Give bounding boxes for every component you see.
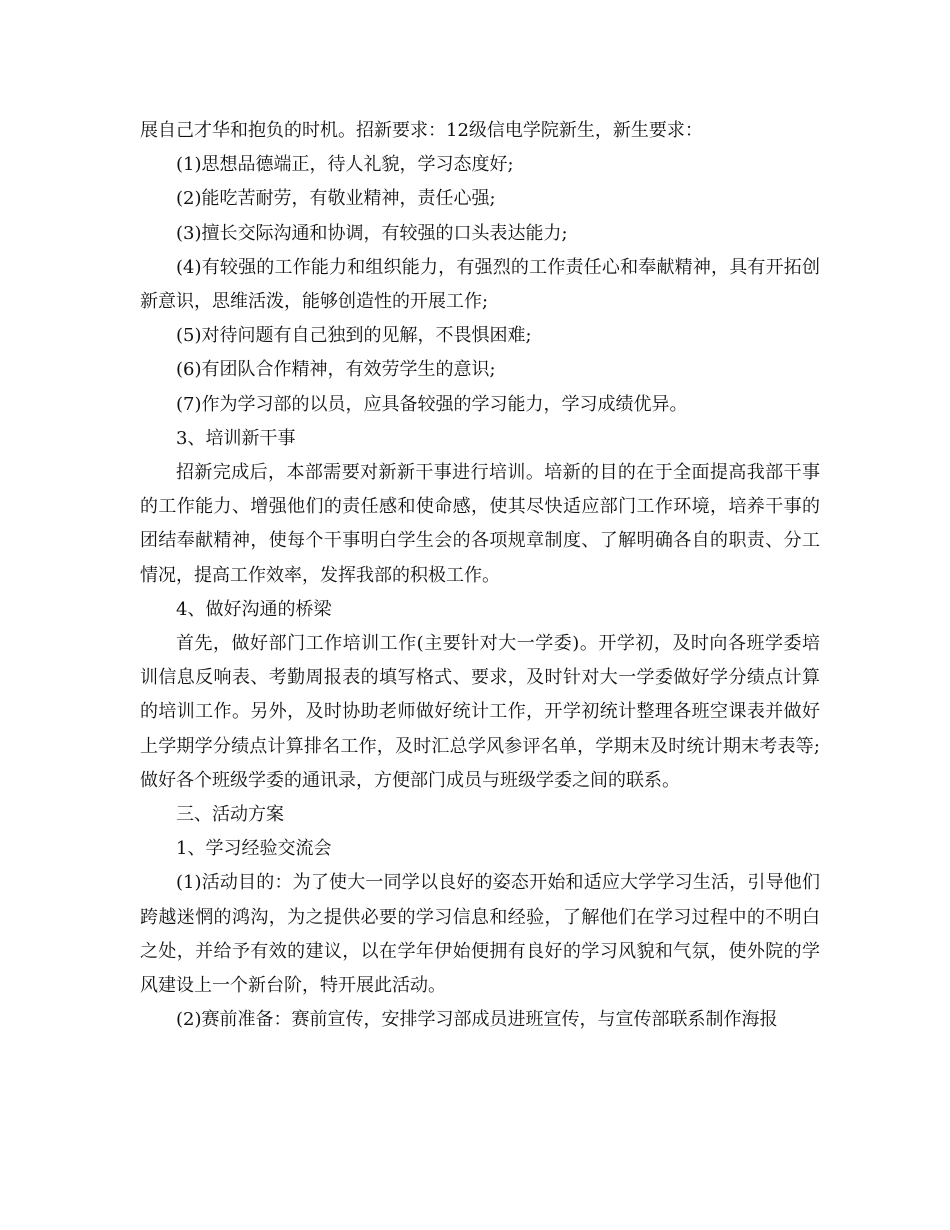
list-item-requirement-1: (1)思想品德端正，待人礼貌，学习态度好; (176, 154, 514, 176)
section-heading-activity-plan: 三、活动方案 (176, 804, 284, 826)
list-item-requirement-5: (5)对待问题有自己独到的见解，不畏惧困难; (176, 325, 532, 347)
list-item-requirement-2: (2)能吃苦耐劳，有敬业精神，责任心强; (176, 188, 496, 210)
paragraph-recruit-requirements: 展自己才华和抱负的时机。招新要求：12级信电学院新生，新生要求： (140, 120, 703, 141)
list-item-requirement-7: (7)作为学习部的以员，应具备较强的学习能力，学习成绩优异。 (176, 393, 688, 415)
list-item-requirement-3: (3)擅长交际沟通和协调，有较强的口头表达能力; (176, 222, 568, 244)
list-item-requirement-6: (6)有团队合作精神，有效劳学生的意识; (176, 359, 496, 381)
subheading-experience-exchange: 1、学习经验交流会 (176, 838, 332, 860)
paragraph-communication: 首先，做好部门工作培训工作(主要针对大一学委)。开学初，及时向各班学委培训信息反响表、考勤周报表的填写格式、要求，及时针对大一学委做好学分绩点计算的培训工作。另外，及时协助老师做好统计工作，开学初统计整理各班空课表并做好上学期学分绩点计算排名工作，及时汇总学风参评名单，学期末及时统计期末考表等;做好各个班级学委的通讯录，方便部门成员与班级学委之间的联系。 (140, 633, 820, 791)
section-heading-training: 3、培训新干事 (176, 427, 296, 449)
document-body (140, 114, 820, 1037)
paragraph-training: 招新完成后，本部需要对新新干事进行培训。培新的目的在于全面提高我部干事的工作能力、增强他们的责任感和使命感，使其尽快适应部门工作环境，培养干事的团结奉献精神，使每个干事明白学生会的各项规章制度、了解明确各自的职责、分工情况，提高工作效率，发挥我部的积极工作。 (140, 462, 820, 586)
list-item-requirement-4: (4)有较强的工作能力和组织能力，有强烈的工作责任心和奉献精神，具有开拓创新意识，思维活泼，能够创造性的开展工作; (140, 256, 820, 313)
section-heading-communication: 4、做好沟通的桥梁 (176, 598, 332, 620)
paragraph-preparation: (2)赛前准备：赛前宣传，安排学习部成员进班宣传，与宣传部联系制作海报 (176, 1009, 778, 1031)
paragraph-activity-purpose: (1)活动目的：为了使大一同学以良好的姿态开始和适应大学学习生活，引导他们跨越迷惘的鸿沟，为之提供必要的学习信息和经验，了解他们在学习过程中的不明白之处，并给予有效的建议，以在学年伊始便拥有良好的学习风貌和气氛，使外院的学风建设上一个新台阶，特开展此活动。 (140, 872, 820, 997)
